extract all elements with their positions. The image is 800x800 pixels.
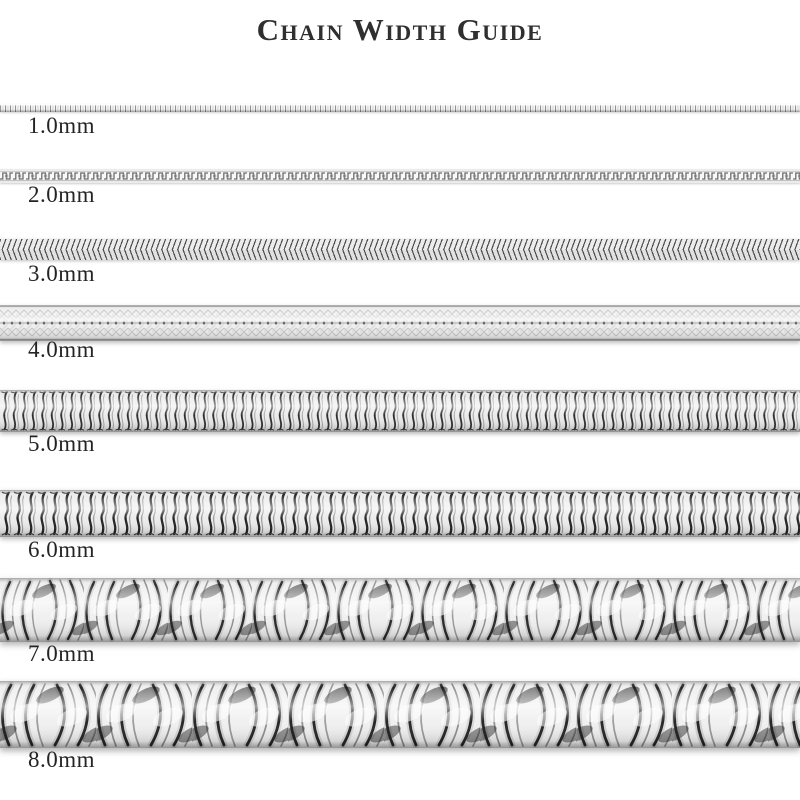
- chain-width-label-4mm: 4.0mm: [28, 337, 96, 362]
- chain-photo-5mm: [0, 390, 800, 432]
- chain-width-label-3mm: 3.0mm: [28, 261, 96, 286]
- chain-width-label-2mm: 2.0mm: [28, 182, 96, 207]
- chain-width-label-8mm: 8.0mm: [28, 747, 96, 772]
- chain-width-label-6mm: 6.0mm: [28, 537, 96, 562]
- chain-photo-2mm: [0, 169, 800, 183]
- chain-photo-6mm: [0, 490, 800, 537]
- chain-photo-8mm: [0, 681, 800, 748]
- page-title: Chain Width Guide: [256, 12, 544, 47]
- chain-width-label-7mm: 7.0mm: [28, 641, 96, 666]
- chain-width-label-5mm: 5.0mm: [28, 431, 96, 456]
- chain-width-label-1mm: 1.0mm: [28, 113, 96, 138]
- snake-texture-top: [0, 239, 800, 250]
- chain-photo-3mm: [0, 239, 800, 260]
- chain-photo-7mm: [0, 578, 800, 642]
- chain-photo-1mm: [0, 104, 800, 112]
- chain-photo-4mm: [0, 305, 800, 341]
- snake-texture-bottom: [0, 250, 800, 261]
